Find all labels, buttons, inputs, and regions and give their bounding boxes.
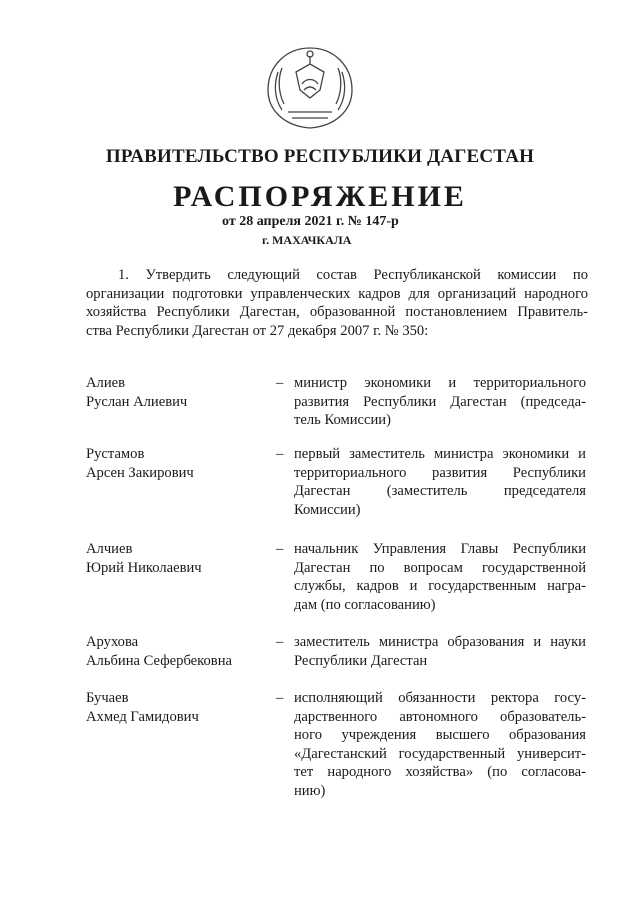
position-line: первый заместитель министра экономики и xyxy=(294,446,586,462)
member-name xyxy=(86,633,276,670)
position-line: заместитель министра образования и науки xyxy=(294,634,586,650)
intro-line: хозяйства Республики Дагестан, образованной постановлением Правитель- xyxy=(86,304,588,320)
member-given-name: Альбина Сефербековна xyxy=(86,652,232,669)
intro-paragraph xyxy=(86,266,588,340)
member-surname: Алиев xyxy=(86,375,125,391)
member-position xyxy=(294,540,586,614)
member-surname: Бучаев xyxy=(86,690,129,706)
position-line: развития Республики Дагестан (председа- xyxy=(294,393,586,410)
member-name xyxy=(86,445,276,482)
government-name: ПРАВИТЕЛЬСТВО РЕСПУБЛИКИ ДАГЕСТАН xyxy=(105,146,535,167)
intro-line: организации подготовки управленческих кадров для организаций народного xyxy=(86,285,588,302)
member-name xyxy=(86,689,276,726)
city-name: г. МАХАЧКАЛА xyxy=(262,233,352,247)
member-name xyxy=(86,540,276,577)
member-given-name: Юрий Николаевич xyxy=(86,559,202,576)
position-line: службы, кадров и государственным награ- xyxy=(294,578,586,594)
coat-of-arms-emblem xyxy=(258,42,362,134)
member-position xyxy=(294,689,586,800)
position-line: исполняющий обязанности ректора госу- xyxy=(294,690,586,706)
position-line: министр экономики и территориального xyxy=(294,375,586,391)
position-line: территориального развития Республики xyxy=(294,464,586,481)
member-given-name: Руслан Алиевич xyxy=(86,393,188,410)
member-given-name: Арсен Закирович xyxy=(86,464,194,481)
member-surname: Алчиев xyxy=(86,541,133,557)
position-line: «Дагестанский государственный университ- xyxy=(294,745,586,762)
member-surname: Арухова xyxy=(86,634,139,650)
member-position xyxy=(294,374,586,430)
intro-line: ства Республики Дагестан от 27 декабря 2007 г. № 350: xyxy=(86,322,429,339)
position-line: начальник Управления Главы Республики xyxy=(294,541,586,557)
dash-separator: – xyxy=(276,690,284,706)
position-line: тет народного хозяйства» (по согласова- xyxy=(294,764,586,780)
dash-separator: – xyxy=(276,541,284,557)
intro-line: 1. Утвердить следующий состав Республиканской комиссии по xyxy=(118,267,588,283)
position-line: тель Комиссии) xyxy=(294,412,391,428)
position-line: нию) xyxy=(294,782,326,799)
position-line: дарственного автономного образователь- xyxy=(294,708,586,725)
member-position xyxy=(294,633,586,670)
position-line: Дагестан по вопросам государственной xyxy=(294,559,586,576)
member-position xyxy=(294,445,586,519)
position-line: Комиссии) xyxy=(294,501,361,518)
member-given-name: Ахмед Гамидович xyxy=(86,708,199,725)
member-name xyxy=(86,374,276,411)
dash-separator: – xyxy=(276,634,284,650)
dash-separator: – xyxy=(276,375,284,391)
date-and-number: от 28 апреля 2021 г. № 147-р xyxy=(222,214,399,229)
position-line: дам (по согласованию) xyxy=(294,596,436,613)
member-surname: Рустамов xyxy=(86,446,145,462)
position-line: Республики Дагестан xyxy=(294,652,428,669)
position-line: Дагестан (заместитель председателя xyxy=(294,483,586,499)
dash-separator: – xyxy=(276,446,284,462)
document-type-title: РАСПОРЯЖЕНИЕ xyxy=(173,180,467,213)
position-line: ного учреждения высшего образования xyxy=(294,727,586,743)
